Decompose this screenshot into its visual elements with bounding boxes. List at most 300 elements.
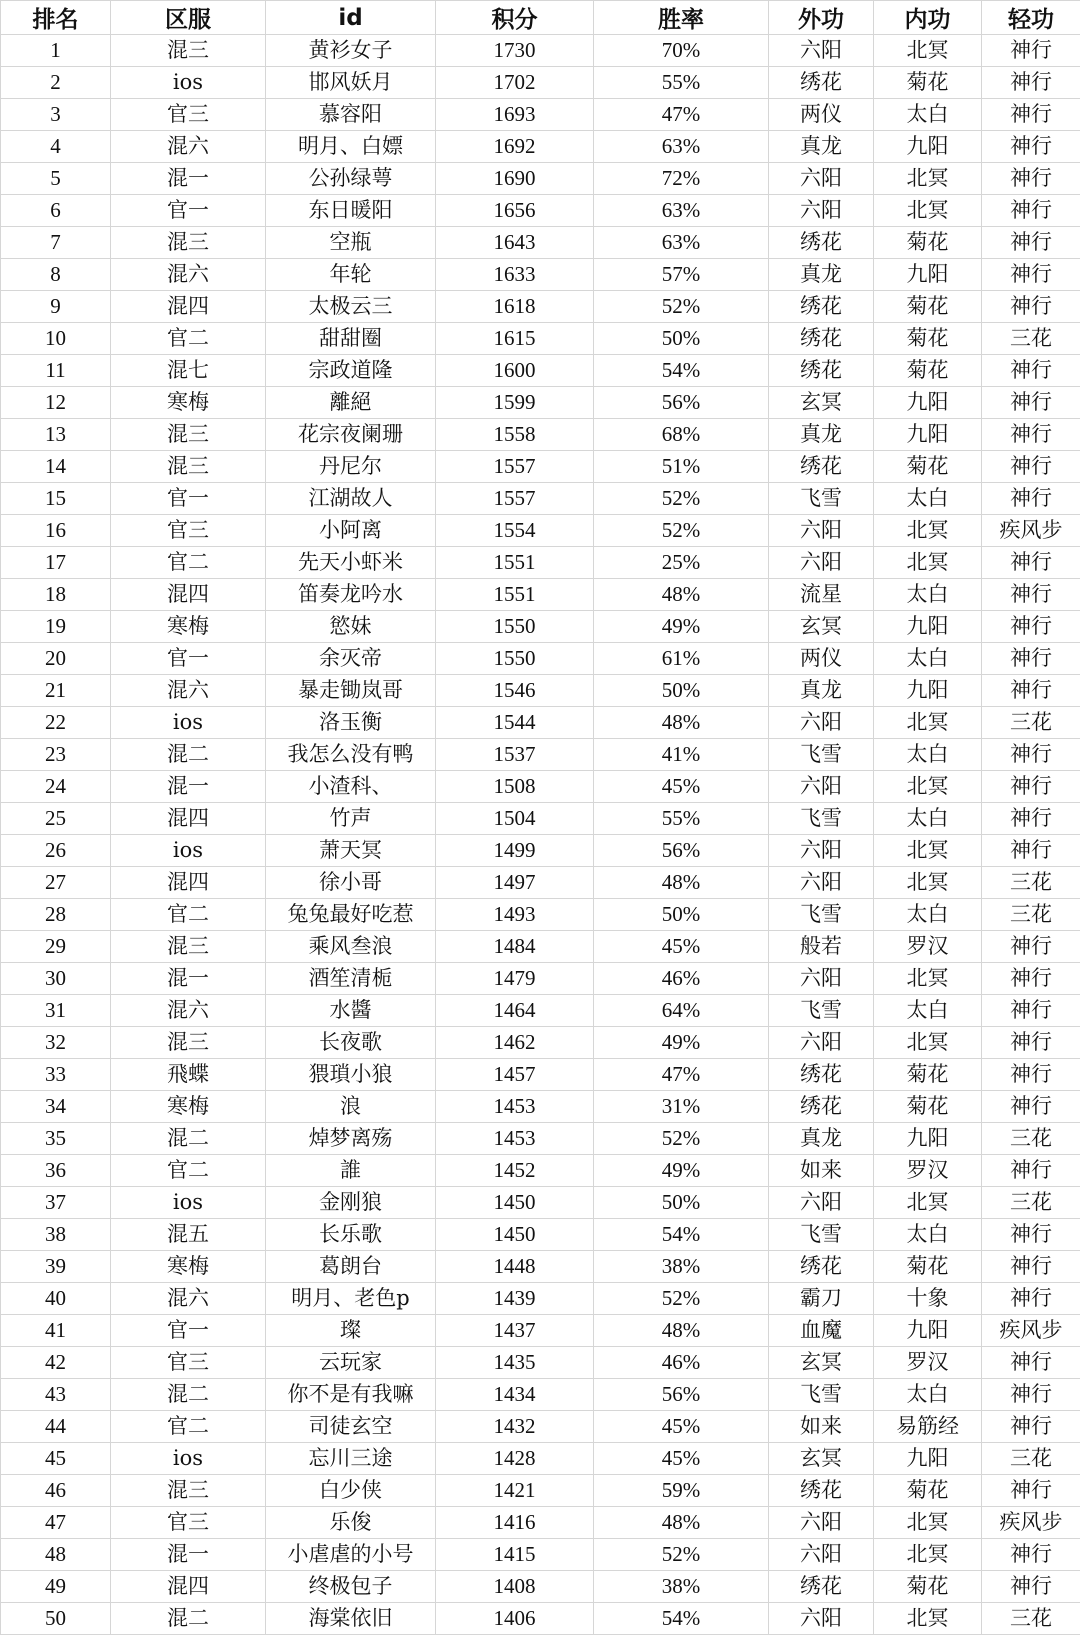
table-row <box>1 1283 1080 1315</box>
cell-inner-skill: 北冥 <box>874 1603 982 1635</box>
cell-outer-skill: 如来 <box>769 1411 874 1443</box>
cell-winrate: 54% <box>594 1603 769 1635</box>
cell-score: 1692 <box>436 131 594 163</box>
cell-server: 官一 <box>111 643 266 675</box>
cell-server: 混三 <box>111 451 266 483</box>
cell-winrate: 56% <box>594 1379 769 1411</box>
cell-inner-skill: 太白 <box>874 739 982 771</box>
cell-outer-skill: 两仪 <box>769 99 874 131</box>
cell-rank: 9 <box>1 291 111 323</box>
cell-inner-skill: 九阳 <box>874 1123 982 1155</box>
cell-id: 水醬 <box>266 995 436 1027</box>
cell-light-skill: 三花 <box>982 1187 1080 1219</box>
table-row <box>1 99 1080 131</box>
cell-score: 1633 <box>436 259 594 291</box>
cell-score: 1457 <box>436 1059 594 1091</box>
table-row <box>1 483 1080 515</box>
cell-score: 1437 <box>436 1315 594 1347</box>
cell-score: 1464 <box>436 995 594 1027</box>
cell-score: 1558 <box>436 419 594 451</box>
table-row <box>1 739 1080 771</box>
cell-score: 1643 <box>436 227 594 259</box>
cell-light-skill: 神行 <box>982 771 1080 803</box>
cell-winrate: 55% <box>594 67 769 99</box>
cell-score: 1504 <box>436 803 594 835</box>
table-row <box>1 1091 1080 1123</box>
cell-light-skill: 神行 <box>982 611 1080 643</box>
cell-score: 1557 <box>436 451 594 483</box>
cell-outer-skill: 六阳 <box>769 1603 874 1635</box>
table-row <box>1 835 1080 867</box>
cell-id: 璨 <box>266 1315 436 1347</box>
cell-id: 明月、白嫖 <box>266 131 436 163</box>
cell-light-skill: 神行 <box>982 1155 1080 1187</box>
cell-rank: 27 <box>1 867 111 899</box>
cell-rank: 42 <box>1 1347 111 1379</box>
cell-light-skill: 疾风步 <box>982 515 1080 547</box>
cell-id: 焯梦离殇 <box>266 1123 436 1155</box>
cell-id: 慕容阳 <box>266 99 436 131</box>
cell-rank: 2 <box>1 67 111 99</box>
cell-winrate: 56% <box>594 387 769 419</box>
cell-outer-skill: 绣花 <box>769 355 874 387</box>
cell-server: 混四 <box>111 291 266 323</box>
cell-rank: 31 <box>1 995 111 1027</box>
cell-id: 洛玉衡 <box>266 707 436 739</box>
cell-id: 丹尼尔 <box>266 451 436 483</box>
cell-inner-skill: 北冥 <box>874 835 982 867</box>
cell-id: 司徒玄空 <box>266 1411 436 1443</box>
cell-server: 官三 <box>111 1507 266 1539</box>
cell-server: 混一 <box>111 771 266 803</box>
cell-id: 徐小哥 <box>266 867 436 899</box>
cell-inner-skill: 菊花 <box>874 1059 982 1091</box>
cell-light-skill: 神行 <box>982 1283 1080 1315</box>
cell-light-skill: 神行 <box>982 1411 1080 1443</box>
cell-rank: 4 <box>1 131 111 163</box>
cell-outer-skill: 般若 <box>769 931 874 963</box>
cell-outer-skill: 六阳 <box>769 867 874 899</box>
cell-server: 混一 <box>111 963 266 995</box>
cell-score: 1551 <box>436 547 594 579</box>
cell-rank: 39 <box>1 1251 111 1283</box>
cell-server: 混四 <box>111 867 266 899</box>
table-row <box>1 1219 1080 1251</box>
cell-server: 混五 <box>111 1219 266 1251</box>
cell-inner-skill: 罗汉 <box>874 1155 982 1187</box>
cell-server: 官三 <box>111 1347 266 1379</box>
cell-rank: 44 <box>1 1411 111 1443</box>
cell-outer-skill: 六阳 <box>769 195 874 227</box>
table-row <box>1 803 1080 835</box>
header-light-skill: 轻功 <box>982 1 1080 35</box>
header-outer-skill: 外功 <box>769 1 874 35</box>
cell-server: 混四 <box>111 803 266 835</box>
cell-id: 金刚狼 <box>266 1187 436 1219</box>
cell-rank: 35 <box>1 1123 111 1155</box>
cell-inner-skill: 太白 <box>874 99 982 131</box>
cell-outer-skill: 飞雪 <box>769 1379 874 1411</box>
cell-winrate: 52% <box>594 483 769 515</box>
cell-id: 花宗夜阑珊 <box>266 419 436 451</box>
cell-outer-skill: 绣花 <box>769 1091 874 1123</box>
cell-id: 明月、老色p <box>266 1283 436 1315</box>
cell-score: 1406 <box>436 1603 594 1635</box>
table-row <box>1 1571 1080 1603</box>
cell-server: 混二 <box>111 1379 266 1411</box>
cell-inner-skill: 菊花 <box>874 67 982 99</box>
table-row <box>1 579 1080 611</box>
cell-server: 寒梅 <box>111 1091 266 1123</box>
cell-rank: 28 <box>1 899 111 931</box>
cell-light-skill: 神行 <box>982 35 1080 67</box>
cell-outer-skill: 真龙 <box>769 675 874 707</box>
cell-server: 混六 <box>111 675 266 707</box>
cell-id: 暴走锄岚哥 <box>266 675 436 707</box>
cell-outer-skill: 六阳 <box>769 1539 874 1571</box>
cell-server: 飛蝶 <box>111 1059 266 1091</box>
header-server: 区服 <box>111 1 266 35</box>
cell-rank: 41 <box>1 1315 111 1347</box>
cell-rank: 37 <box>1 1187 111 1219</box>
cell-score: 1462 <box>436 1027 594 1059</box>
cell-score: 1508 <box>436 771 594 803</box>
cell-light-skill: 神行 <box>982 451 1080 483</box>
cell-outer-skill: 霸刀 <box>769 1283 874 1315</box>
cell-id: 公孙绿萼 <box>266 163 436 195</box>
cell-winrate: 54% <box>594 1219 769 1251</box>
cell-rank: 26 <box>1 835 111 867</box>
cell-server: ios <box>111 707 266 739</box>
cell-outer-skill: 六阳 <box>769 515 874 547</box>
cell-id: 小渣科、 <box>266 771 436 803</box>
cell-id: 小阿离 <box>266 515 436 547</box>
cell-score: 1550 <box>436 611 594 643</box>
cell-winrate: 52% <box>594 1123 769 1155</box>
cell-light-skill: 三花 <box>982 707 1080 739</box>
header-rank: 排名 <box>1 1 111 35</box>
cell-outer-skill: 绣花 <box>769 227 874 259</box>
cell-id: 空瓶 <box>266 227 436 259</box>
cell-inner-skill: 九阳 <box>874 675 982 707</box>
cell-rank: 50 <box>1 1603 111 1635</box>
table-row <box>1 1123 1080 1155</box>
cell-light-skill: 神行 <box>982 643 1080 675</box>
cell-rank: 21 <box>1 675 111 707</box>
cell-outer-skill: 真龙 <box>769 259 874 291</box>
cell-inner-skill: 罗汉 <box>874 931 982 963</box>
cell-winrate: 68% <box>594 419 769 451</box>
cell-score: 1450 <box>436 1187 594 1219</box>
cell-id: 余灭帝 <box>266 643 436 675</box>
cell-server: 官三 <box>111 99 266 131</box>
cell-server: 混六 <box>111 995 266 1027</box>
cell-winrate: 38% <box>594 1571 769 1603</box>
cell-score: 1554 <box>436 515 594 547</box>
cell-rank: 11 <box>1 355 111 387</box>
cell-score: 1453 <box>436 1123 594 1155</box>
cell-outer-skill: 六阳 <box>769 835 874 867</box>
cell-winrate: 50% <box>594 899 769 931</box>
cell-score: 1690 <box>436 163 594 195</box>
cell-winrate: 55% <box>594 803 769 835</box>
cell-rank: 34 <box>1 1091 111 1123</box>
cell-server: 混二 <box>111 1123 266 1155</box>
table-row <box>1 1155 1080 1187</box>
cell-id: 邯风妖月 <box>266 67 436 99</box>
cell-outer-skill: 飞雪 <box>769 739 874 771</box>
cell-rank: 3 <box>1 99 111 131</box>
cell-inner-skill: 易筋经 <box>874 1411 982 1443</box>
cell-winrate: 48% <box>594 1507 769 1539</box>
header-inner-skill: 内功 <box>874 1 982 35</box>
cell-id: 甜甜圈 <box>266 323 436 355</box>
cell-inner-skill: 太白 <box>874 899 982 931</box>
cell-id: 宗政道隆 <box>266 355 436 387</box>
header-score: 积分 <box>436 1 594 35</box>
cell-id: 先天小虾米 <box>266 547 436 579</box>
cell-rank: 47 <box>1 1507 111 1539</box>
cell-winrate: 52% <box>594 1283 769 1315</box>
cell-winrate: 63% <box>594 227 769 259</box>
cell-inner-skill: 北冥 <box>874 1187 982 1219</box>
cell-outer-skill: 绣花 <box>769 67 874 99</box>
cell-light-skill: 神行 <box>982 1379 1080 1411</box>
cell-id: 忘川三途 <box>266 1443 436 1475</box>
cell-inner-skill: 北冥 <box>874 867 982 899</box>
cell-server: 混四 <box>111 579 266 611</box>
cell-light-skill: 神行 <box>982 675 1080 707</box>
cell-id: 兔兔最好吃惹 <box>266 899 436 931</box>
cell-rank: 25 <box>1 803 111 835</box>
cell-light-skill: 疾风步 <box>982 1315 1080 1347</box>
cell-inner-skill: 菊花 <box>874 355 982 387</box>
cell-server: 混六 <box>111 131 266 163</box>
cell-score: 1693 <box>436 99 594 131</box>
cell-score: 1656 <box>436 195 594 227</box>
cell-inner-skill: 太白 <box>874 643 982 675</box>
cell-outer-skill: 六阳 <box>769 707 874 739</box>
cell-inner-skill: 北冥 <box>874 1027 982 1059</box>
cell-light-skill: 神行 <box>982 1475 1080 1507</box>
cell-score: 1450 <box>436 1219 594 1251</box>
table-row <box>1 515 1080 547</box>
table-row <box>1 707 1080 739</box>
cell-winrate: 46% <box>594 1347 769 1379</box>
cell-winrate: 45% <box>594 1411 769 1443</box>
cell-winrate: 59% <box>594 1475 769 1507</box>
cell-inner-skill: 九阳 <box>874 131 982 163</box>
cell-inner-skill: 北冥 <box>874 707 982 739</box>
cell-outer-skill: 绣花 <box>769 1059 874 1091</box>
cell-score: 1702 <box>436 67 594 99</box>
cell-server: 寒梅 <box>111 611 266 643</box>
cell-winrate: 49% <box>594 611 769 643</box>
cell-rank: 36 <box>1 1155 111 1187</box>
cell-server: 官二 <box>111 1155 266 1187</box>
cell-winrate: 52% <box>594 291 769 323</box>
cell-score: 1730 <box>436 35 594 67</box>
cell-inner-skill: 太白 <box>874 995 982 1027</box>
cell-outer-skill: 绣花 <box>769 1475 874 1507</box>
cell-server: ios <box>111 67 266 99</box>
table-row <box>1 675 1080 707</box>
cell-rank: 48 <box>1 1539 111 1571</box>
cell-winrate: 45% <box>594 1443 769 1475</box>
cell-id: 誰 <box>266 1155 436 1187</box>
cell-outer-skill: 如来 <box>769 1155 874 1187</box>
cell-light-skill: 神行 <box>982 1539 1080 1571</box>
cell-rank: 18 <box>1 579 111 611</box>
cell-score: 1497 <box>436 867 594 899</box>
cell-server: 寒梅 <box>111 387 266 419</box>
table-row <box>1 1187 1080 1219</box>
cell-outer-skill: 流星 <box>769 579 874 611</box>
cell-light-skill: 神行 <box>982 227 1080 259</box>
cell-outer-skill: 两仪 <box>769 643 874 675</box>
table-row <box>1 867 1080 899</box>
table-row <box>1 1251 1080 1283</box>
cell-inner-skill: 北冥 <box>874 195 982 227</box>
cell-id: 小虐虐的小号 <box>266 1539 436 1571</box>
cell-score: 1434 <box>436 1379 594 1411</box>
cell-server: 混六 <box>111 259 266 291</box>
cell-server: 混三 <box>111 1475 266 1507</box>
cell-inner-skill: 菊花 <box>874 1091 982 1123</box>
cell-light-skill: 神行 <box>982 195 1080 227</box>
cell-rank: 14 <box>1 451 111 483</box>
cell-light-skill: 神行 <box>982 291 1080 323</box>
cell-winrate: 45% <box>594 931 769 963</box>
table-row <box>1 67 1080 99</box>
cell-server: 混三 <box>111 227 266 259</box>
cell-id: 離絕 <box>266 387 436 419</box>
cell-winrate: 57% <box>594 259 769 291</box>
cell-server: 混三 <box>111 419 266 451</box>
cell-id: 长乐歌 <box>266 1219 436 1251</box>
table-row <box>1 1411 1080 1443</box>
cell-id: 海棠依旧 <box>266 1603 436 1635</box>
cell-winrate: 49% <box>594 1155 769 1187</box>
cell-rank: 8 <box>1 259 111 291</box>
cell-inner-skill: 菊花 <box>874 1571 982 1603</box>
cell-winrate: 50% <box>594 1187 769 1219</box>
cell-inner-skill: 北冥 <box>874 163 982 195</box>
cell-server: 官二 <box>111 547 266 579</box>
cell-outer-skill: 真龙 <box>769 1123 874 1155</box>
cell-id: 我怎么没有鸭 <box>266 739 436 771</box>
cell-winrate: 41% <box>594 739 769 771</box>
cell-rank: 17 <box>1 547 111 579</box>
cell-winrate: 63% <box>594 131 769 163</box>
cell-outer-skill: 飞雪 <box>769 995 874 1027</box>
cell-rank: 32 <box>1 1027 111 1059</box>
table-row <box>1 259 1080 291</box>
cell-winrate: 31% <box>594 1091 769 1123</box>
cell-score: 1551 <box>436 579 594 611</box>
cell-id: 太极云三 <box>266 291 436 323</box>
cell-inner-skill: 罗汉 <box>874 1347 982 1379</box>
table-row <box>1 451 1080 483</box>
cell-rank: 40 <box>1 1283 111 1315</box>
table-row <box>1 35 1080 67</box>
cell-winrate: 48% <box>594 1315 769 1347</box>
cell-inner-skill: 菊花 <box>874 291 982 323</box>
cell-score: 1484 <box>436 931 594 963</box>
cell-server: 混三 <box>111 931 266 963</box>
cell-server: 混七 <box>111 355 266 387</box>
table-row <box>1 323 1080 355</box>
cell-rank: 24 <box>1 771 111 803</box>
cell-inner-skill: 太白 <box>874 579 982 611</box>
cell-inner-skill: 九阳 <box>874 611 982 643</box>
table-row <box>1 771 1080 803</box>
header-row <box>1 1 1080 35</box>
table-row <box>1 1603 1080 1635</box>
cell-outer-skill: 绣花 <box>769 451 874 483</box>
table-row <box>1 899 1080 931</box>
cell-server: ios <box>111 1443 266 1475</box>
cell-light-skill: 三花 <box>982 867 1080 899</box>
cell-score: 1432 <box>436 1411 594 1443</box>
cell-outer-skill: 六阳 <box>769 163 874 195</box>
cell-outer-skill: 玄冥 <box>769 1443 874 1475</box>
cell-id: 笛奏龙吟水 <box>266 579 436 611</box>
cell-rank: 10 <box>1 323 111 355</box>
table-row <box>1 1347 1080 1379</box>
cell-winrate: 48% <box>594 707 769 739</box>
table-row <box>1 1059 1080 1091</box>
cell-light-skill: 神行 <box>982 1219 1080 1251</box>
cell-score: 1544 <box>436 707 594 739</box>
cell-rank: 16 <box>1 515 111 547</box>
table-row <box>1 1027 1080 1059</box>
cell-inner-skill: 北冥 <box>874 35 982 67</box>
cell-server: 官一 <box>111 195 266 227</box>
cell-rank: 33 <box>1 1059 111 1091</box>
cell-outer-skill: 玄冥 <box>769 1347 874 1379</box>
cell-light-skill: 神行 <box>982 419 1080 451</box>
cell-server: ios <box>111 1187 266 1219</box>
cell-inner-skill: 九阳 <box>874 1315 982 1347</box>
cell-winrate: 72% <box>594 163 769 195</box>
cell-server: ios <box>111 835 266 867</box>
cell-rank: 12 <box>1 387 111 419</box>
cell-score: 1618 <box>436 291 594 323</box>
cell-server: 混四 <box>111 1571 266 1603</box>
cell-rank: 46 <box>1 1475 111 1507</box>
cell-outer-skill: 玄冥 <box>769 387 874 419</box>
cell-winrate: 64% <box>594 995 769 1027</box>
cell-server: 混二 <box>111 739 266 771</box>
cell-inner-skill: 菊花 <box>874 323 982 355</box>
cell-outer-skill: 飞雪 <box>769 1219 874 1251</box>
cell-light-skill: 神行 <box>982 995 1080 1027</box>
cell-light-skill: 神行 <box>982 931 1080 963</box>
table-row <box>1 547 1080 579</box>
cell-inner-skill: 菊花 <box>874 1251 982 1283</box>
cell-light-skill: 神行 <box>982 1091 1080 1123</box>
cell-score: 1408 <box>436 1571 594 1603</box>
cell-server: 混三 <box>111 1027 266 1059</box>
cell-inner-skill: 北冥 <box>874 515 982 547</box>
cell-score: 1537 <box>436 739 594 771</box>
cell-inner-skill: 九阳 <box>874 419 982 451</box>
cell-rank: 13 <box>1 419 111 451</box>
cell-winrate: 70% <box>594 35 769 67</box>
cell-inner-skill: 太白 <box>874 483 982 515</box>
cell-score: 1600 <box>436 355 594 387</box>
